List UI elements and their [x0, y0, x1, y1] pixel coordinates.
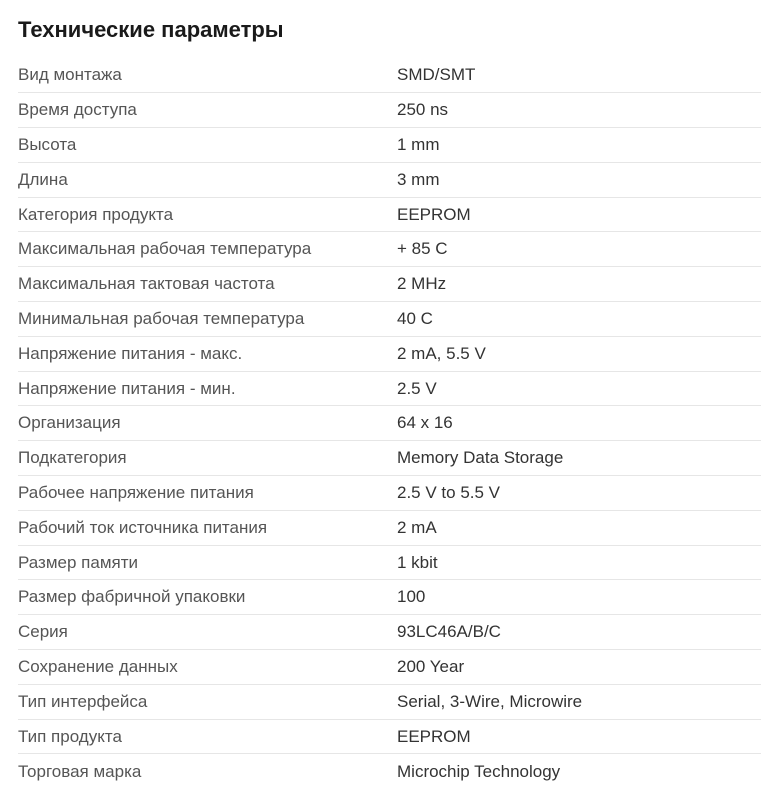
param-value: 64 x 16 — [397, 406, 761, 441]
param-value: 3 mm — [397, 162, 761, 197]
param-name: Напряжение питания - макс. — [18, 336, 397, 371]
param-name: Минимальная рабочая температура — [18, 302, 397, 337]
param-name: Торговая марка — [18, 761, 142, 781]
table-row — [18, 406, 761, 441]
table-row — [18, 267, 761, 302]
param-name: Длина — [18, 162, 397, 197]
table-row — [18, 441, 761, 476]
param-value: 2 mA — [397, 510, 761, 545]
table-row — [18, 615, 761, 650]
param-name: Организация — [18, 406, 397, 441]
param-value: Memory Data Storage — [397, 441, 761, 476]
param-value: Serial, 3-Wire, Microwire — [397, 684, 761, 719]
table-row — [18, 93, 761, 128]
param-name: Высота — [18, 128, 397, 163]
param-name: Время доступа — [18, 93, 397, 128]
table-row — [18, 232, 761, 267]
param-name: Сохранение данных — [18, 650, 397, 685]
param-name: Рабочий ток источника питания — [18, 510, 397, 545]
table-row — [18, 684, 761, 719]
table-row — [18, 754, 761, 789]
param-name: Размер памяти — [18, 545, 397, 580]
table-row — [18, 476, 761, 511]
table-row — [18, 336, 761, 371]
param-value: Microchip Technology — [397, 761, 561, 781]
param-value: 1 kbit — [397, 545, 761, 580]
section-title: Технические параметры — [18, 17, 284, 42]
param-name: Размер фабричной упаковки — [18, 580, 397, 615]
param-value: 40 C — [397, 302, 761, 337]
param-name: Вид монтажа — [18, 58, 397, 93]
param-value: + 85 C — [397, 232, 761, 267]
param-name: Максимальная рабочая температура — [18, 232, 397, 267]
param-name: Категория продукта — [18, 197, 397, 232]
table-row — [18, 197, 761, 232]
param-name: Максимальная тактовая частота — [18, 267, 397, 302]
param-name: Подкатегория — [18, 441, 397, 476]
table-row — [18, 580, 761, 615]
table-row — [18, 510, 761, 545]
table-row — [18, 719, 761, 754]
table-row — [18, 650, 761, 685]
param-value: 2.5 V — [397, 371, 761, 406]
table-row — [18, 162, 761, 197]
table-row — [18, 302, 761, 337]
specs-table-body — [18, 58, 761, 789]
table-row — [18, 545, 761, 580]
param-name: Напряжение питания - мин. — [18, 371, 397, 406]
param-value: 2.5 V to 5.5 V — [397, 476, 761, 511]
param-value: EEPROM — [397, 719, 761, 754]
param-name: Тип продукта — [18, 719, 397, 754]
table-row — [18, 58, 761, 93]
param-value: 2 MHz — [397, 267, 761, 302]
specs-table — [18, 58, 761, 789]
param-value: EEPROM — [397, 197, 761, 232]
param-value: SMD/SMT — [397, 58, 761, 93]
table-row — [18, 371, 761, 406]
param-name: Тип интерфейса — [18, 684, 397, 719]
table-row — [18, 128, 761, 163]
param-name: Серия — [18, 615, 397, 650]
param-value: 200 Year — [397, 650, 761, 685]
param-value: 2 mA, 5.5 V — [397, 336, 761, 371]
param-value: 250 ns — [397, 93, 761, 128]
param-value: 1 mm — [397, 128, 761, 163]
param-value: 100 — [397, 580, 761, 615]
param-value: 93LC46A/B/C — [397, 615, 761, 650]
param-name: Рабочее напряжение питания — [18, 476, 397, 511]
